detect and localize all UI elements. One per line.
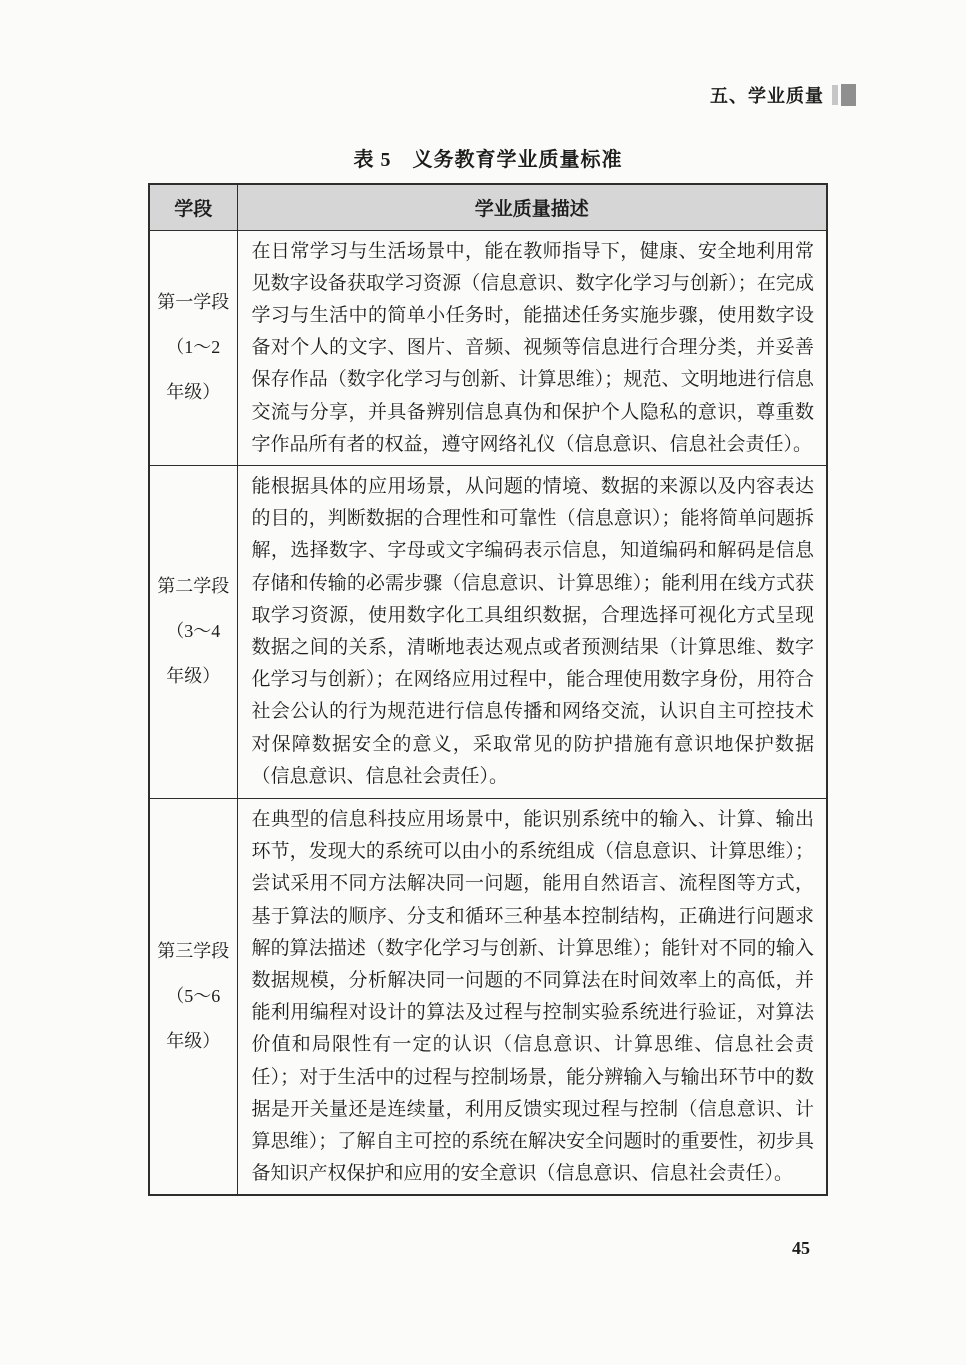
description-cell: 能根据具体的应用场景，从问题的情境、数据的来源以及内容表达的目的，判断数据的合理性和可靠性（信息意识）；能将简单问题拆解，选择数字、字母或文字编码表示信息，知道编码和解码是信息存储和传输的必需步骤（信息意识、计算思维）；能利用在线方式获取学习资源，使用数字化工具组织数据，合理选择可视化方式呈现数据之间的关系，清晰地表达观点或者预测结果（计算思维、数字化学习与创新）；在网络应用过程中，能合理使用数字身份，用符合社会公认的行为规范进行信息传播和网络交流，认识自主可控技术对保障数据安全的意义，采取常见的防护措施有意识地保护数据（信息意识、信息社会责任）。 [237, 465, 827, 798]
running-head-text: 五、学业质量 [710, 86, 824, 106]
section-marker-icon [832, 84, 856, 106]
table-row [149, 230, 827, 465]
table-header-row [149, 184, 827, 230]
stage-grade-line2: 年级） [166, 1031, 221, 1052]
stage-cell [149, 230, 237, 465]
page-number: 45 [792, 1238, 810, 1258]
running-head [710, 82, 856, 108]
table-row [149, 465, 827, 798]
stage-grade-line1: （1～2 [166, 337, 221, 358]
table-title: 表 5 义务教育学业质量标准 [353, 149, 623, 171]
column-header-description: 学业质量描述 [237, 184, 827, 230]
stage-grade-line1: （5～6 [166, 986, 221, 1007]
stage-cell [149, 798, 237, 1195]
quality-standards-table [148, 183, 828, 1196]
stage-grade-line2: 年级） [166, 666, 221, 687]
stage-grade-line2: 年级） [166, 382, 221, 403]
description-cell: 在典型的信息科技应用场景中，能识别系统中的输入、计算、输出环节，发现大的系统可以由小的系统组成（信息意识、计算思维）；尝试采用不同方法解决同一问题，能用自然语言、流程图等方式，基于算法的顺序、分支和循环三种基本控制结构，正确进行问题求解的算法描述（数字化学习与创新、计算思维）；能针对不同的输入数据规模，分析解决同一问题的不同算法在时间效率上的高低，并能利用编程对设计的算法及过程与控制实验系统进行验证，对算法价值和局限性有一定的认识（信息意识、计算思维、信息社会责任）；对于生活中的过程与控制场景，能分辨输入与输出环节中的数据是开关量还是连续量，利用反馈实现过程与控制（信息意识、计算思维）；了解自主可控的系统在解决安全问题时的重要性，初步具备知识产权保护和应用的安全意识（信息意识、信息社会责任）。 [237, 798, 827, 1195]
stage-name: 第一学段 [157, 292, 230, 313]
column-header-stage: 学段 [149, 184, 237, 230]
stage-name: 第三学段 [157, 941, 230, 962]
marker-bar-light-icon [832, 85, 838, 105]
table-row [149, 798, 827, 1195]
stage-grade-line1: （3～4 [166, 621, 221, 642]
marker-bar-dark-icon [841, 84, 856, 106]
stage-cell [149, 465, 237, 798]
description-cell: 在日常学习与生活场景中，能在教师指导下，健康、安全地利用常见数字设备获取学习资源（信息意识、数字化学习与创新）；在完成学习与生活中的简单小任务时，能描述任务实施步骤，使用数字设备对个人的文字、图片、音频、视频等信息进行合理分类，并妥善保存作品（数字化学习与创新、计算思维）；规范、文明地进行信息交流与分享，并具备辨别信息真伪和保护个人隐私的意识，尊重数字作品所有者的权益，遵守网络礼仪（信息意识、信息社会责任）。 [237, 230, 827, 465]
stage-name: 第二学段 [157, 576, 230, 597]
